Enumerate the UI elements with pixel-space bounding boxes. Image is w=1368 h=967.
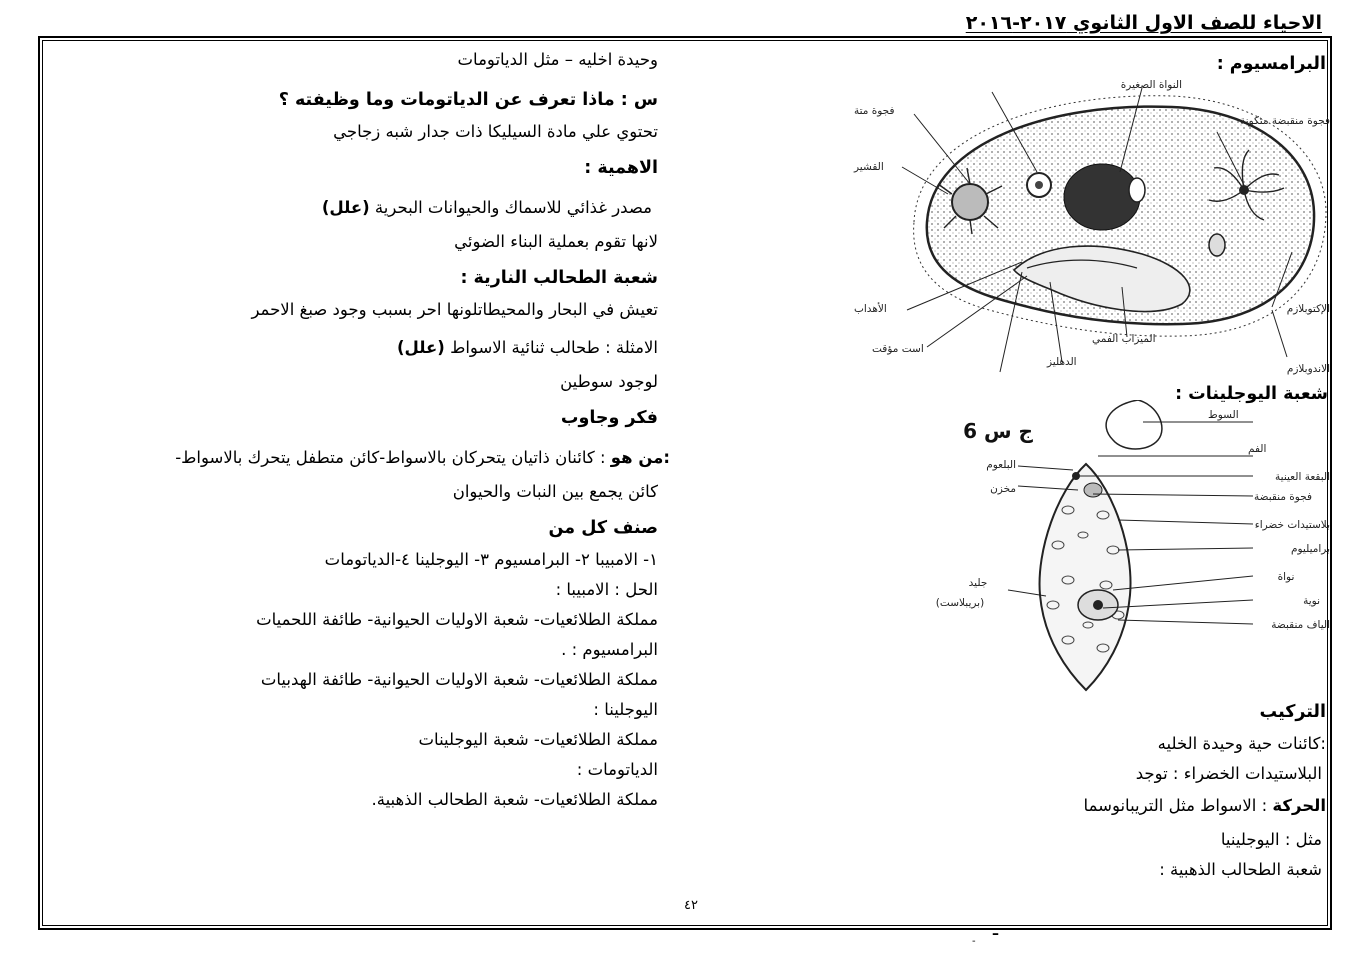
euglena-diagram xyxy=(908,400,1330,696)
chloroplasts-line: البلاستيدات الخضراء : توجد xyxy=(1135,764,1322,783)
question-tag: ج س 6 xyxy=(963,419,1033,443)
question-prefix: س : xyxy=(620,90,658,110)
diatoms-question xyxy=(279,90,658,110)
single-cell-line: :كائنات حية وحيدة الخليه xyxy=(1157,734,1326,753)
label-contractile-vacuole-eu: فجوة منقبضة xyxy=(1253,491,1313,503)
movement-line xyxy=(1084,796,1326,815)
fire-algae-heading: شعبة الطحالب النارية : xyxy=(460,268,658,288)
label-mouth: الفم xyxy=(1248,443,1267,455)
euglena-body xyxy=(1040,464,1131,690)
label-contractile-vacuole: فجوة منقبضة متكونة xyxy=(1240,115,1330,127)
importance-heading: الاهمية : xyxy=(584,158,658,178)
explain-tag-2: (علل) xyxy=(397,338,445,357)
flagellum xyxy=(1106,400,1162,449)
diatoms-intro-line: وحيدة اخليه – مثل الدياتومات xyxy=(457,50,658,69)
label-cilia: الأهداب xyxy=(854,303,887,315)
think-answer-heading: فكر وجاوب xyxy=(560,408,658,428)
page-header-title: الاحياء للصف الاول الثانوي ٢٠١٧-٢٠١٦ xyxy=(965,12,1322,34)
euglena-svg xyxy=(908,400,1330,696)
page-number: ٤٢ xyxy=(684,898,698,913)
amoeba-classification: مملكة الطلائعيات- شعبة الاوليات الحيوانية- طائفة اللحميات xyxy=(256,610,658,629)
label-pellicle-eu: جليد xyxy=(968,577,988,589)
question-text: ماذا تعرف عن الدياتومات وما وظيفته ؟ xyxy=(278,90,621,110)
euglena-classification: مملكة الطلائعيات- شعبة اليوجلينات xyxy=(418,730,658,749)
label-pellicle-latin: (بريبلاست) xyxy=(935,597,985,609)
paramecium-label-line: البرامسيوم : . xyxy=(561,640,658,659)
label-chloroplasts: بلاستيدات خضراء xyxy=(1254,519,1330,531)
label-paramylum: براميليوم xyxy=(1291,543,1330,555)
who-is-prefix: :من هو xyxy=(610,448,670,467)
plant-animal-line: كائن يجمع بين النبات والحيوان xyxy=(452,482,658,501)
classify-items-line: ١- الامبيبا ٢- البرامسيوم ٣- اليوجلينا ٤-الدياتومات xyxy=(324,550,658,569)
movement-text: : الاسواط مثل التريبانوسما xyxy=(1083,796,1273,815)
contractile-vacuole-left xyxy=(952,184,988,220)
structure-heading: التركيب xyxy=(1259,702,1326,722)
movement-prefix: الحركة xyxy=(1272,796,1326,815)
paramecium-classification: مملكة الطلائعيات- شعبة الاوليات الحيوانية- طائفة الهدبيات xyxy=(260,670,658,689)
food-source-line xyxy=(322,198,652,217)
label-anal-pore: است مؤقت xyxy=(872,343,924,355)
footer-dash: – xyxy=(992,926,999,942)
golden-algae-line: شعبة الطحالب الذهبية : xyxy=(1159,860,1322,879)
diatoms-silica-line: تحتوي علي مادة السيليكا ذات جدار شبه زجاجي xyxy=(333,122,658,141)
label-storage: مخزن xyxy=(990,483,1016,495)
label-oral-groove: الميزاب الفمي xyxy=(1092,333,1156,345)
label-nucleolus: نوية xyxy=(1303,595,1320,607)
answer-amoeba-line: الحل : الامبيبا : xyxy=(555,580,658,599)
paramecium-svg xyxy=(852,72,1330,378)
two-flagella-line: لوجود سوطين xyxy=(560,372,658,391)
label-flagellum: السوط xyxy=(1208,409,1239,421)
label-food-vacuole: فجوة متة xyxy=(854,105,895,117)
label-myonemes: الياف منقبضة xyxy=(1271,619,1330,631)
label-nucleus: نواة xyxy=(1277,571,1295,583)
fire-algae-habitat-line: تعيش في البحار والمحيطاتلونها احر بسبب وجود صبغ الاحمر xyxy=(251,300,658,319)
paramecium-heading: البرامسيوم : xyxy=(1216,54,1326,74)
explain-tag: (علل) xyxy=(321,198,370,217)
label-small-nucleus: النواة الصغيرة xyxy=(1120,79,1182,91)
fire-algae-examples-line xyxy=(397,338,658,357)
label-pellicle: القشير xyxy=(854,161,884,173)
examples-text: الامثلة : طحالب ثنائية الاسواط xyxy=(444,338,658,357)
diatoms-label-line: الدياتومات : xyxy=(576,760,658,779)
photosynthesis-line: لانها تقوم بعملية البناء الضوئي xyxy=(454,232,658,251)
food-vacuole xyxy=(1129,178,1145,202)
label-eyespot: البقعة العينية xyxy=(1275,471,1330,483)
food-source-text: مصدر غذائي للاسماك والحيوانات البحرية xyxy=(369,198,652,217)
footer-small-dash: - xyxy=(972,936,976,947)
label-gullet: الدهليز xyxy=(1047,356,1077,368)
label-endoplasm: الاندوبلازم xyxy=(1286,363,1330,375)
example-euglena-line: مثل : اليوجلينيا xyxy=(1220,830,1322,849)
macronucleus xyxy=(1064,164,1140,230)
who-is-text: : كائنان ذاتيان يتحركان بالاسواط-كائن متطفل يتحرك بالاسواط- xyxy=(175,448,611,467)
euglena-label-line: اليوجلينا : xyxy=(593,700,658,719)
diatoms-classification: مملكة الطلائعيات- شعبة الطحالب الذهبية. xyxy=(371,790,658,809)
who-is-line xyxy=(175,448,670,467)
label-ectoplasm: الإكتوبلازم xyxy=(1286,303,1330,315)
euglena-phylum-heading: شعبة اليوجلينات : xyxy=(1175,384,1328,404)
left-text-column xyxy=(38,48,670,848)
paramecium-diagram xyxy=(852,72,1330,378)
contractile-vacuole xyxy=(1084,483,1102,497)
classify-heading: صنف كل من xyxy=(548,518,658,538)
label-reservoir: البلعوم xyxy=(986,459,1016,471)
